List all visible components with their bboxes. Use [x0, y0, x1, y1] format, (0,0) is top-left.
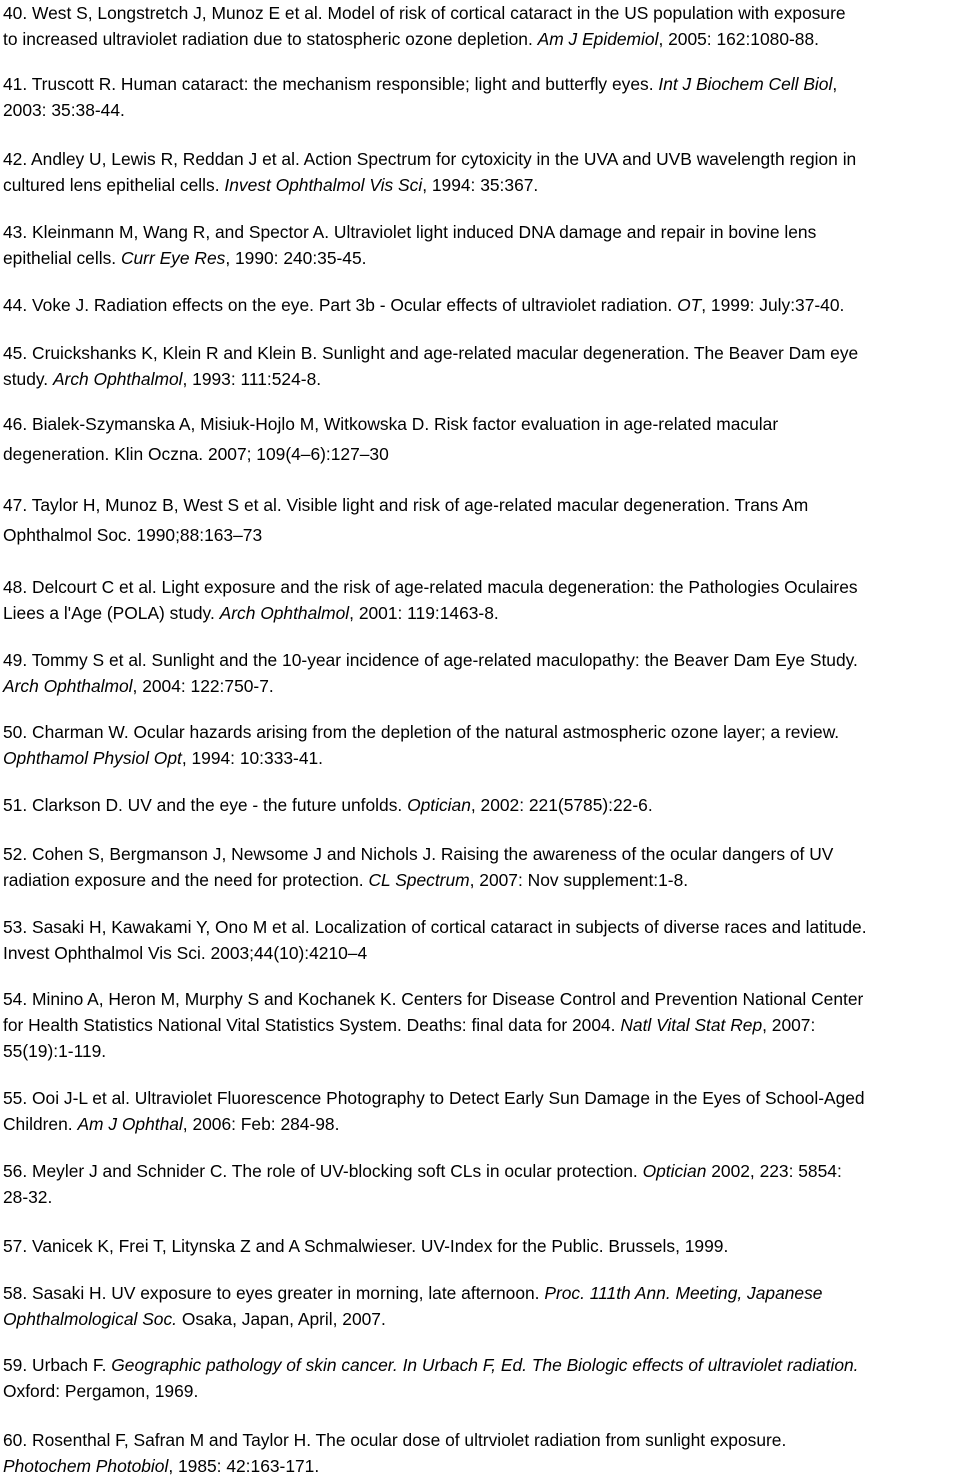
reference-text: , 2005: 162:1080-88.	[658, 29, 819, 49]
reference-53	[3, 914, 958, 966]
reference-text: 2003: 35:38-44.	[3, 100, 125, 120]
reference-italic-text: Arch Ophthalmol	[219, 603, 350, 623]
reference-text: study.	[3, 369, 53, 389]
reference-text: Ophthalmol Soc. 1990;88:163–73	[3, 525, 263, 545]
reference-line	[3, 1306, 958, 1332]
reference-text: , 2001: 119:1463-8.	[349, 603, 499, 623]
reference-italic-text: Optician	[407, 795, 471, 815]
reference-line	[3, 492, 958, 522]
reference-line	[3, 1038, 958, 1064]
reference-text: 44. Voke J. Radiation effects on the eye. Part 3b - Ocular effects of ultraviolet radiation.	[3, 295, 678, 315]
reference-text: 49. Tommy S et al. Sunlight and the 10-year incidence of age-related maculopathy: the Beaver Dam Eye Study.	[3, 650, 858, 670]
reference-42	[3, 146, 958, 198]
reference-50	[3, 719, 958, 771]
reference-text: epithelial cells.	[3, 248, 121, 268]
reference-line	[3, 219, 958, 245]
reference-40	[3, 0, 958, 52]
reference-italic-text: Arch Ophthalmol	[3, 676, 133, 696]
reference-46	[3, 411, 958, 471]
reference-italic-text: Natl Vital Stat Rep	[620, 1015, 763, 1035]
reference-line	[3, 1453, 958, 1479]
reference-line	[3, 0, 958, 26]
reference-text: , 1993: 111:524-8.	[182, 369, 322, 389]
reference-text: , 1999: July:37-40.	[701, 295, 845, 315]
reference-line	[3, 673, 958, 699]
reference-51	[3, 792, 958, 818]
reference-line	[3, 867, 958, 893]
reference-text: to increased ultraviolet radiation due to statospheric ozone depletion.	[3, 29, 538, 49]
reference-59	[3, 1352, 958, 1404]
reference-italic-text: Optician	[642, 1161, 707, 1181]
reference-text: , 2006: Feb: 284-98.	[182, 1114, 340, 1134]
reference-line	[3, 1427, 958, 1453]
reference-line	[3, 600, 958, 626]
reference-text: 53. Sasaki H, Kawakami Y, Ono M et al. Localization of cortical cataract in subjects of diverse races and latitude.	[3, 917, 867, 937]
reference-line	[3, 574, 958, 600]
reference-line	[3, 340, 958, 366]
reference-italic-text: Int J Biochem Cell Biol	[658, 74, 833, 94]
reference-line	[3, 940, 958, 966]
reference-text: 52. Cohen S, Bergmanson J, Newsome J and Nichols J. Raising the awareness of the ocular dangers of UV	[3, 844, 834, 864]
reference-line	[3, 841, 958, 867]
reference-52	[3, 841, 958, 893]
reference-line	[3, 97, 958, 123]
reference-italic-text: Am J Ophthal	[77, 1114, 183, 1134]
reference-line	[3, 26, 958, 52]
reference-line	[3, 1111, 958, 1137]
reference-text: 42. Andley U, Lewis R, Reddan J et al. Action Spectrum for cytoxicity in the UVA and UVB wavelength region in	[3, 149, 857, 169]
reference-line	[3, 719, 958, 745]
reference-italic-text: Curr Eye Res	[120, 248, 226, 268]
reference-text: radiation exposure and the need for protection.	[3, 870, 369, 890]
reference-line	[3, 366, 958, 392]
reference-60	[3, 1427, 958, 1479]
reference-text: 51. Clarkson D. UV and the eye - the future unfolds.	[3, 795, 408, 815]
reference-58	[3, 1280, 958, 1332]
reference-italic-text: Arch Ophthalmol	[52, 369, 183, 389]
reference-line	[3, 1184, 958, 1210]
reference-43	[3, 219, 958, 271]
reference-text: , 1994: 35:367.	[422, 175, 539, 195]
reference-text: 43. Kleinmann M, Wang R, and Spector A. Ultraviolet light induced DNA damage and repair in bovine lens	[3, 222, 817, 242]
reference-text: Oxford: Pergamon, 1969.	[3, 1381, 199, 1401]
reference-line	[3, 411, 958, 441]
reference-text: Invest Ophthalmol Vis Sci. 2003;44(10):4210–4	[3, 943, 368, 963]
reference-56	[3, 1158, 958, 1210]
reference-text: ,	[832, 74, 838, 94]
reference-italic-text: Ophthalmological Soc.	[3, 1309, 177, 1329]
reference-text: 50. Charman W. Ocular hazards arising from the depletion of the natural astmospheric ozone layer; a review.	[3, 722, 840, 742]
reference-text: 57. Vanicek K, Frei T, Litynska Z and A Schmalwieser. UV-Index for the Public. Brussels, 1999.	[3, 1236, 729, 1256]
reference-line	[3, 1378, 958, 1404]
reference-line	[3, 292, 958, 318]
reference-text: 55(19):1-119.	[3, 1041, 107, 1061]
reference-text: 60. Rosenthal F, Safran M and Taylor H. The ocular dose of ultrviolet radiation from sunlight exposure.	[3, 1430, 787, 1450]
reference-text: Osaka, Japan, April, 2007.	[177, 1309, 386, 1329]
reference-italic-text: CL Spectrum	[368, 870, 470, 890]
reference-49	[3, 647, 958, 699]
reference-line	[3, 986, 958, 1012]
reference-text: , 2004: 122:750-7.	[132, 676, 274, 696]
reference-text: 46. Bialek-Szymanska A, Misiuk-Hojlo M, Witkowska D. Risk factor evaluation in age-related macular	[3, 414, 779, 434]
reference-text: degeneration. Klin Oczna. 2007; 109(4–6):127–30	[3, 444, 389, 464]
reference-text: , 2007:	[762, 1015, 816, 1035]
reference-text: 58. Sasaki H. UV exposure to eyes greater in morning, late afternoon.	[3, 1283, 545, 1303]
reference-text: 28-32.	[3, 1187, 53, 1207]
reference-text: Children.	[3, 1114, 78, 1134]
reference-line	[3, 71, 958, 97]
reference-text: 56. Meyler J and Schnider C. The role of UV-blocking soft CLs in ocular protection.	[3, 1161, 643, 1181]
reference-italic-text: Proc. 111th Ann. Meeting, Japanese	[544, 1283, 823, 1303]
reference-44	[3, 292, 958, 318]
reference-line	[3, 1352, 958, 1378]
reference-text: 41. Truscott R. Human cataract: the mechanism responsible; light and butterfly eyes.	[3, 74, 659, 94]
reference-italic-text: Geographic pathology of skin cancer. In Urbach F, Ed. The Biologic effects of ultraviolet radiation.	[111, 1355, 859, 1375]
reference-57	[3, 1233, 958, 1259]
reference-text: 48. Delcourt C et al. Light exposure and the risk of age-related macula degeneration: the Pathologies Oculaires	[3, 577, 858, 597]
reference-line	[3, 1085, 958, 1111]
reference-text: , 2002: 221(5785):22-6.	[470, 795, 653, 815]
reference-text: 2002, 223: 5854:	[706, 1161, 842, 1181]
reference-italic-text: Ophthamol Physiol Opt	[3, 748, 182, 768]
reference-line	[3, 1280, 958, 1306]
reference-text: 54. Minino A, Heron M, Murphy S and Kochanek K. Centers for Disease Control and Prevention National Center	[3, 989, 864, 1009]
reference-line	[3, 172, 958, 198]
reference-line	[3, 1012, 958, 1038]
reference-italic-text: Invest Ophthalmol Vis Sci	[224, 175, 423, 195]
reference-text: , 2007: Nov supplement:1-8.	[469, 870, 689, 890]
reference-italic-text: OT	[677, 295, 702, 315]
reference-line	[3, 146, 958, 172]
reference-line	[3, 792, 958, 818]
reference-45	[3, 340, 958, 392]
reference-text: , 1994: 10:333-41.	[181, 748, 323, 768]
reference-line	[3, 441, 958, 471]
reference-line	[3, 522, 958, 552]
reference-54	[3, 986, 958, 1064]
reference-line	[3, 745, 958, 771]
reference-line	[3, 914, 958, 940]
reference-line	[3, 1233, 958, 1259]
reference-55	[3, 1085, 958, 1137]
reference-text: for Health Statistics National Vital Statistics System. Deaths: final data for 2004.	[3, 1015, 621, 1035]
reference-text: 45. Cruickshanks K, Klein R and Klein B. Sunlight and age-related macular degeneration. The Beaver Dam eye	[3, 343, 859, 363]
reference-text: cultured lens epithelial cells.	[3, 175, 225, 195]
reference-text: , 1990: 240:35-45.	[225, 248, 367, 268]
reference-47	[3, 492, 958, 552]
reference-text: 47. Taylor H, Munoz B, West S et al. Visible light and risk of age-related macular degeneration. Trans Am	[3, 495, 809, 515]
reference-italic-text: Photochem Photobiol	[3, 1456, 169, 1476]
reference-text: 59. Urbach F.	[3, 1355, 112, 1375]
reference-48	[3, 574, 958, 626]
reference-italic-text: Am J Epidemiol	[537, 29, 659, 49]
reference-41	[3, 71, 958, 123]
reference-line	[3, 1158, 958, 1184]
reference-text: 55. Ooi J-L et al. Ultraviolet Fluorescence Photography to Detect Early Sun Damage in the Eyes of School-Aged	[3, 1088, 865, 1108]
reference-line	[3, 647, 958, 673]
reference-text: Liees a l'Age (POLA) study.	[3, 603, 220, 623]
reference-line	[3, 245, 958, 271]
reference-text: 40. West S, Longstretch J, Munoz E et al. Model of risk of cortical cataract in the US population with exposure	[3, 3, 846, 23]
reference-text: , 1985: 42:163-171.	[168, 1456, 320, 1476]
